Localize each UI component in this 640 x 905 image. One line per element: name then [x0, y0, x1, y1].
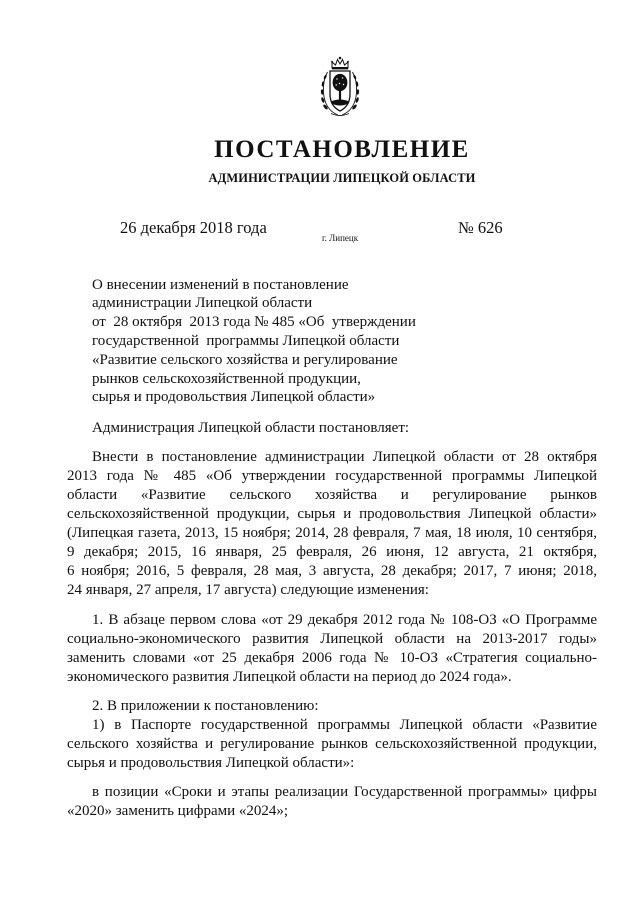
title-line: рынков сельскохозяйственной продукции,	[92, 370, 361, 387]
paragraph-line: «2020» заменить цифрами «2024»;	[67, 802, 289, 819]
paragraph-line: заменить словами «от 25 декабря 2006 года № 10-ОЗ «Стратегия социально-	[67, 649, 597, 666]
paragraph-line: 24 января, 27 апреля, 17 августа) следующие изменения:	[67, 581, 429, 598]
paragraph-line: 6 ноября; 2016, 5 февраля, 28 мая, 3 августа, 28 декабря; 2017, 7 июня; 2018,	[67, 562, 597, 579]
paragraph-line: 1. В абзаце первом слова «от 29 декабря 2012 года № 108-ОЗ «О Программе	[92, 611, 597, 628]
paragraph-line: сельского хозяйства и регулирование рынков сельскохозяйственной продукции,	[67, 735, 597, 752]
paragraph-line: 2. В приложении к постановлению:	[92, 697, 319, 714]
paragraph-line: области «Развитие сельского хозяйства и регулирование рынков	[67, 486, 597, 503]
coat-of-arms-icon	[318, 56, 362, 118]
title-line: от 28 октября 2013 года № 485 «Об утверждении	[92, 314, 416, 331]
preamble-text: Администрация Липецкой области постановляет:	[92, 419, 410, 436]
paragraph-line: сельскохозяйственной продукции, сырья и продовольствия Липецкой области»	[67, 505, 597, 522]
document-title	[92, 276, 416, 408]
body-paragraph	[67, 448, 597, 600]
paragraph-line: социально-экономического развития Липецкой области на 2013-2017 годы»	[67, 630, 597, 647]
title-line: администрации Липецкой области	[92, 295, 313, 312]
issuing-authority-heading: АДМИНИСТРАЦИИ ЛИПЕЦКОЙ ОБЛАСТИ	[208, 171, 476, 185]
title-line: государственной программы Липецкой области	[92, 332, 400, 349]
document-number: № 626	[458, 218, 503, 237]
body-paragraph	[67, 783, 597, 821]
paragraph-line: сырья и продовольствия Липецкой области»:	[67, 754, 355, 771]
title-line: О внесении изменений в постановление	[92, 276, 349, 293]
paragraph-line: (Липецкая газета, 2013, 15 ноября; 2014, 28 февраля, 7 мая, 18 июля, 10 сентября,	[67, 524, 597, 541]
document-type-heading: ПОСТАНОВЛЕНИЕ	[214, 136, 470, 163]
paragraph-line: Внести в постановление администрации Липецкой области от 28 октября	[92, 448, 597, 465]
title-line: сырья и продовольствия Липецкой области»	[92, 389, 376, 406]
body-paragraph	[67, 611, 597, 687]
paragraph-line: экономического развития Липецкой области на период до 2024 года».	[67, 668, 512, 685]
body-paragraph-group	[67, 697, 597, 773]
paragraph-line: 9 декабря; 2015, 16 января, 25 февраля, 26 июня, 12 августа, 21 октября,	[67, 543, 597, 560]
title-line: «Развитие сельского хозяйства и регулирование	[92, 351, 398, 368]
document-date: 26 декабря 2018 года	[120, 218, 267, 237]
paragraph-line: 1) в Паспорте государственной программы Липецкой области «Развитие	[92, 716, 597, 733]
paragraph-line: 2013 года № 485 «Об утверждении государственной программы Липецкой	[67, 467, 597, 484]
document-city: г. Липецк	[322, 233, 359, 243]
paragraph-line: в позиции «Сроки и этапы реализации Государственной программы» цифры	[92, 783, 597, 800]
